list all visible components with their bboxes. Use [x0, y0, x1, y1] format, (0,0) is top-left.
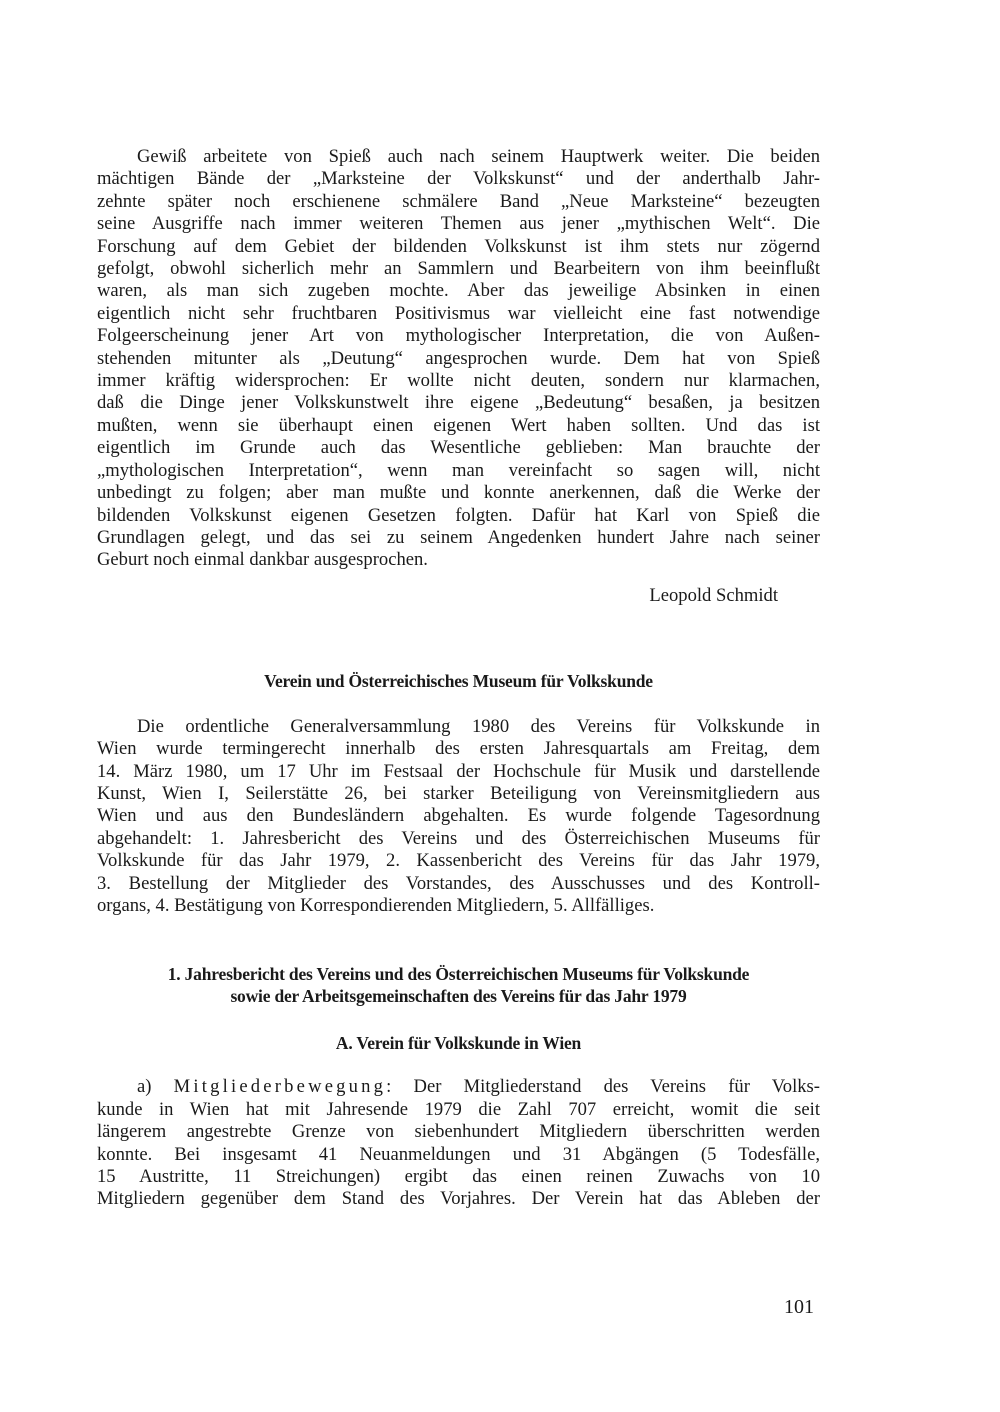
author-signature: Leopold Schmidt — [649, 584, 778, 606]
paragraph-spiess-tribute — [97, 146, 820, 572]
paragraph-general-assembly — [97, 716, 820, 918]
text-line: immer kräftig widersprochen: Er wollte nicht deuten, sondern nur klarmachen, — [97, 370, 820, 392]
text-line: 14. März 1980, um 17 Uhr im Festsaal der Hochschule für Musik und darstellende — [97, 760, 820, 782]
text-line: Folgeerscheinung jener Art von mythologischer Interpretation, die von Außen- — [97, 325, 820, 347]
text-line: Volkskunde für das Jahr 1979, 2. Kassenbericht des Vereins für das Jahr 1979, — [97, 850, 820, 872]
document-page — [97, 146, 820, 1211]
text-line: Forschung auf dem Gebiet der bildenden Volkskunst ist ihm stets nur zögernd — [97, 235, 820, 257]
text-line: waren, als man sich zugeben mochte. Aber das jeweilige Absinken in einen — [97, 280, 820, 302]
text-line: abgehandelt: 1. Jahresbericht des Vereins und des Österreichischen Museums für — [97, 827, 820, 849]
text-line: Kunst, Wien I, Seilerstätte 26, bei starker Beteiligung von Vereinsmitgliedern aus — [97, 782, 820, 804]
membership-first-line: a) Mitgliederbewegung: Der Mitgliederstand des Vereins für Volks- — [137, 1076, 820, 1098]
text-line: Die ordentliche Generalversammlung 1980 des Vereins für Volkskunde in — [137, 715, 820, 737]
section-heading: Verein und Österreichisches Museum für Volkskunde — [264, 670, 653, 691]
text-line: unbedingt zu folgen; aber man mußte und konnte anerkennen, daß die Werke der — [97, 482, 820, 504]
text-line: stehenden mitunter als „Deutung“ angesprochen wurde. Dem hat von Spieß — [97, 347, 820, 369]
text-line: seine Ausgriffe nach immer weiteren Themen aus jener „mythischen Welt“. Die — [97, 213, 820, 235]
text-line: zehnte später noch erschienene schmälere Band „Neue Marksteine“ bezeugten — [97, 190, 820, 212]
text-line: eigentlich nicht sehr fruchtbaren Positivismus war vielleicht eine fast notwendige — [97, 302, 820, 324]
text-line: Wien und aus den Bundesländern abgehalten. Es wurde folgende Tagesordnung — [97, 805, 820, 827]
text-line: daß die Dinge jener Volkskunstwelt ihre eigene „Bedeutung“ besaßen, ja besitzen — [97, 392, 820, 414]
text-line: Geburt noch einmal dankbar ausgesprochen. — [97, 549, 428, 571]
text-line: Wien wurde termingerecht innerhalb des ersten Jahresquartals am Freitag, dem — [97, 738, 820, 760]
text-line: mächtigen Bände der „Marksteine der Volkskunst“ und der anderthalb Jahr- — [97, 168, 820, 190]
text-line: Grundlagen gelegt, und das sei zu seinem Angedenken hundert Jahre nach seiner — [97, 526, 820, 548]
report-heading-line-2: sowie der Arbeitsgemeinschaften des Vereins für das Jahr 1979 — [230, 986, 687, 1007]
report-heading-line-1: 1. Jahresbericht des Vereins und des Österreichischen Museums für Volkskunde — [167, 964, 750, 985]
text-line: Gewiß arbeitete von Spieß auch nach seinem Hauptwerk weiter. Die beiden — [137, 146, 820, 167]
text-line: „mythologischen Interpretation“, wenn man vereinfacht so sagen will, nicht — [97, 459, 820, 481]
text-line: mußten, wenn sie überhaupt einen eigenen Wert haben sollten. Und das ist — [97, 414, 820, 436]
text-line: 3. Bestellung der Mitglieder des Vorstandes, des Ausschusses und des Kontroll- — [97, 872, 820, 894]
report-heading — [97, 963, 820, 1007]
text-line: organs, 4. Bestätigung von Korrespondierenden Mitgliedern, 5. Allfälliges. — [97, 894, 655, 916]
spaced-term: Mitgliederbewegung — [173, 1076, 387, 1098]
text-line: gefolgt, obwohl sicherlich mehr an Sammlern und Bearbeitern von ihm beeinflußt — [97, 258, 820, 280]
paragraph-membership: a) Mitgliederbewegung: Der Mitgliederstand des Vereins für Volks- kunde in Wien hat mit Jahresende 1979 die Zahl 707 erreicht, womit die seit längerem angestrebte Grenze von siebenhundert Mitgliedern überschritten werden konnte. Bei insgesamt 41 Neuanmeldungen und 31 Abgängen (5 Todesfälle, 15 Austritte, 11 Streichungen) ergibt das einen reinen Zuwachs von 10 Mitgliedern gegenüber dem Stand des Vorjahres. Der Verein hat das Ableben der — [97, 1076, 820, 1210]
page-number: 101 — [784, 1296, 814, 1318]
subheading-verein: A. Verein für Volkskunde in Wien — [335, 1033, 582, 1054]
text-line: eigentlich im Grunde auch das Wesentliche geblieben: Man brauchte der — [97, 437, 820, 459]
text-line: bildenden Volkskunst eigenen Gesetzen folgten. Dafür hat Karl von Spieß die — [97, 504, 820, 526]
